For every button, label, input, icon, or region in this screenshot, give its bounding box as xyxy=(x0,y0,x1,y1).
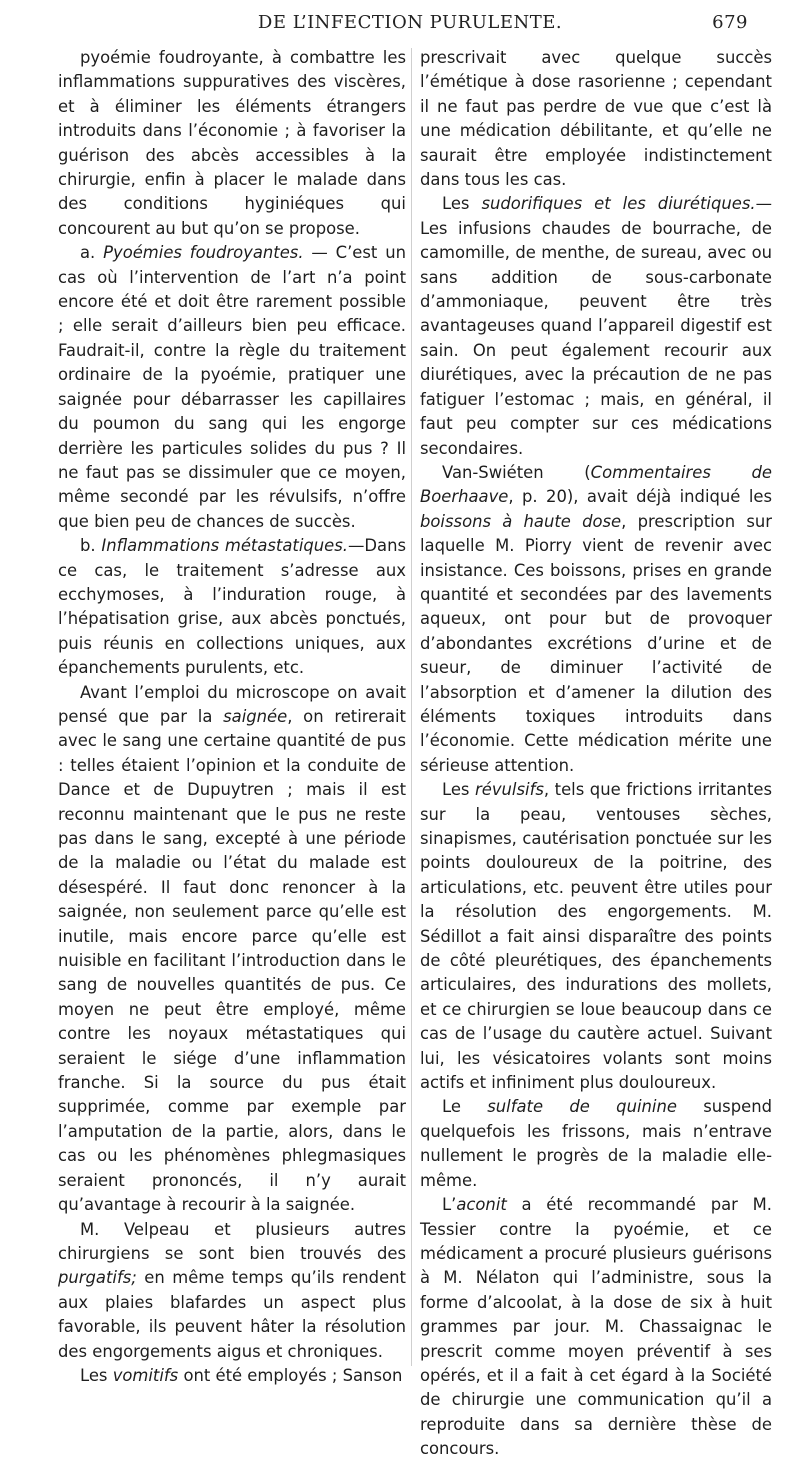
paragraph xyxy=(420,461,772,778)
text-run: en même temps qu’ils rendent aux plaies blafardes un aspect plus favorable, ils peuvent hâter la résolution des engorgements aigus et chroniques. xyxy=(58,1268,406,1361)
italic-phrase: saignée xyxy=(223,706,288,726)
italic-phrase: révulsifs xyxy=(475,780,544,800)
text-run: M. Velpeau et plusieurs autres chirurgiens se sont bien trouvés des xyxy=(58,1219,406,1263)
text-run: Le xyxy=(442,1097,488,1117)
text-run: b. xyxy=(80,536,102,556)
italic-phrase: Pyoémies foudroyantes. xyxy=(103,243,304,263)
column-divider xyxy=(411,48,412,1366)
paragraph xyxy=(58,1218,406,1364)
italic-phrase: sulfate de quinine xyxy=(487,1097,677,1117)
paragraph xyxy=(420,192,772,460)
text-run: Les xyxy=(442,194,482,214)
italic-phrase: aconit xyxy=(456,1195,507,1215)
text-run: Van-Swiéten ( xyxy=(442,462,591,482)
paragraph xyxy=(420,778,772,1095)
left-column xyxy=(58,46,406,1388)
page-number: 679 xyxy=(712,12,748,33)
text-run: ont été employés ; Sanson xyxy=(178,1365,403,1385)
text-run: —Dans ce cas, le traitement s’adresse aux ecchymoses, à l’induration rouge, à l’hépatisation grise, aux abcès ponctués, puis réunis en collections uniques, aux épanchements purulents, etc. xyxy=(58,536,406,678)
text-run: Avant l’emploi du microscope on avait pensé que par la xyxy=(58,682,406,726)
text-run: suspend quelquefois les frissons, mais n’entrave nullement le progrès de la maladie elle-même. xyxy=(420,1097,772,1190)
text-run: a. xyxy=(80,243,104,263)
paragraph xyxy=(420,1095,772,1193)
text-run: L’ xyxy=(442,1195,457,1215)
italic-phrase: vomitifs xyxy=(112,1365,179,1385)
italic-phrase: purgatifs; xyxy=(58,1268,137,1288)
paragraph xyxy=(58,681,406,1218)
text-run: , prescription sur laquelle M. Piorry vient de revenir avec insistance. Ces boissons, prises en grande quantité et secondées par des lavements aqueux, ont pour but de provoquer d’abondantes excrétions d’urine et de sueur, de diminuer l’activité de l’absorption et d’amener la dilution des éléments toxiques introduits dans l’économie. Cette médication mérite une sérieuse attention. xyxy=(420,511,772,775)
text-run: pyoémie foudroyante, à combattre les inflammations suppuratives des viscères, et à éliminer les éléments étrangers introduits dans l’économie ; à favoriser la guérison des abcès accessibles à la chirurgie, enfin à placer le malade dans des conditions hyginiéques qui concourent au but qu’on se propose. xyxy=(58,48,406,238)
paragraph xyxy=(58,534,406,680)
italic-phrase: Commentaires de Boerhaave xyxy=(420,462,772,507)
text-run: Les xyxy=(80,1365,113,1385)
right-column xyxy=(420,46,772,1462)
paragraph xyxy=(420,46,772,192)
text-run: a été recommandé par M. Tessier contre la pyoémie, et ce médicament a procuré plusieurs guérisons à M. Nélaton qui l’administre, sous la forme d’alcoolat, à la dose de six à huit grammes par jour. M. Chassaignac le prescrit comme moyen préventif à ses opérés, et il a fait à cet égard à la Société de chirurgie une communication qu’il a reproduite dans sa dernière thèse de concours. xyxy=(420,1195,772,1459)
text-run: , tels que frictions irritantes sur la peau, ventouses sèches, sinapismes, cautérisation ponctuée sur les points douloureux de la poitrine, des articulations, etc. peuvent être utiles pour la résolution des engorgements. M. Sédillot a fait ainsi disparaître des points de côté pleurétiques, des épanchements articulaires, des indurations des mollets, et ce chirurgien se loue beaucoup dans ce cas de l’usage du cautère actuel. Suivant lui, les vésicatoires volants sont moins actifs et infiniment plus douloureux. xyxy=(420,780,772,1093)
italic-phrase: boissons à haute dose xyxy=(420,511,622,531)
paragraph xyxy=(58,241,406,534)
running-header xyxy=(72,12,748,36)
text-run: — C’est un cas où l’intervention de l’art n’a point encore été et doit être rarement possible ; elle serait d’ailleurs bien peu efficace. Faudrait-il, contre la règle du traitement ordinaire de la pyoémie, pratiquer une saignée pour débarrasser les capillaires du poumon du sang qui les engorge derrière les particules solides du pus ? Il ne faut pas se dissimuler que ce moyen, même secondé par les révulsifs, n’offre que bien peu de chances de succès. xyxy=(58,243,406,531)
paragraph xyxy=(58,46,406,241)
paragraph xyxy=(58,1364,406,1388)
text-run: —Les infusions chaudes de bourrache, de camomille, de menthe, de sureau, avec ou sans addition de sous-carbonate d’ammoniaque, peuvent être très avantageuses quand l’appareil digestif est sain. On peut également recourir aux diurétiques, avec la précaution de ne pas fatiguer l’estomac ; mais, en général, il faut peu compter sur ces médications secondaires. xyxy=(420,194,772,458)
italic-phrase: Inflammations métastatiques. xyxy=(101,536,349,556)
text-run: , p. 20), avait déjà indiqué les xyxy=(508,487,772,507)
paragraph xyxy=(420,1193,772,1461)
text-run: , on retirerait avec le sang une certaine quantité de pus : telles étaient l’opinion et la conduite de Dance et de Dupuytren ; mais il est reconnu maintenant que le pus ne reste pas dans le sang, excepté à une période de la maladie ou l’état du malade est désespéré. Il faut donc renoncer à la saignée, non seulement parce qu’elle est inutile, mais encore parce qu’elle est nuisible en facilitant l’introduction dans le sang de nouvelles quantités de pus. Ce moyen ne peut être employé, même contre les noyaux métastatiques qui seraient le siége d’une inflammation franche. Si la source du pus était supprimée, comme par exemple par l’amputation de la partie, alors, dans le cas ou les phénomènes phlegmasiques seraient prononcés, il n’y aurait qu’avantage à recourir à la saignée. xyxy=(58,706,406,1215)
running-title: DE L’INFECTION PURULENTE. xyxy=(257,12,563,33)
text-run: Les xyxy=(442,780,476,800)
text-run: prescrivait avec quelque succès l’émétique à dose rasorienne ; cependant il ne faut pas perdre de vue que c’est là une médication débilitante, et qu’elle ne saurait être employée indistinctement dans tous les cas. xyxy=(420,48,772,190)
italic-phrase: sudorifiques et les diurétiques. xyxy=(481,194,756,214)
